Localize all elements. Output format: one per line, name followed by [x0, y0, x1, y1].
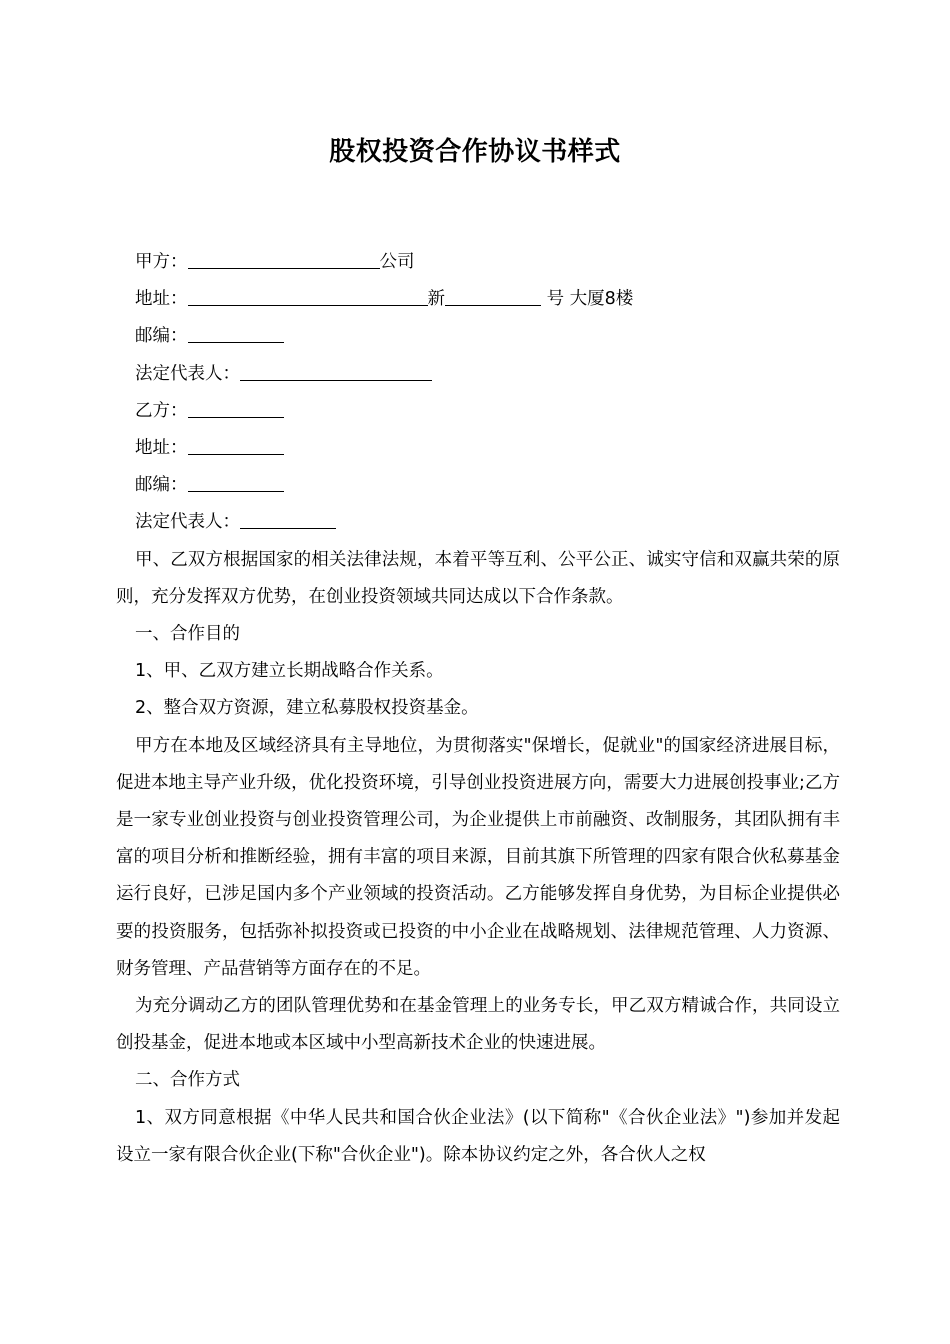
party-b-postcode-label: 邮编：	[135, 475, 188, 496]
party-a-address-mid: 新	[427, 289, 445, 310]
section-1-item-2: 2、整合双方资源，建立私募股权投资基金。	[135, 698, 479, 719]
party-b-rep-line	[116, 504, 840, 541]
party-a-postcode-label: 邮编：	[135, 326, 188, 347]
party-a-rep-line	[116, 356, 840, 393]
section-1-item-1: 1、甲、乙双方建立长期战略合作关系。	[135, 661, 444, 682]
document-title: 股权投资合作协议书样式	[329, 137, 621, 167]
party-b-address-line	[116, 430, 840, 467]
party-b-postcode-blank	[188, 471, 284, 492]
party-a-address-suffix: 号 大厦8楼	[541, 289, 634, 310]
party-a-address-line	[116, 281, 840, 318]
party-a-label: 甲方：	[135, 252, 188, 272]
party-a-address-label: 地址：	[135, 289, 188, 310]
party-a-suffix: 公司	[379, 252, 415, 272]
party-a-line	[116, 244, 840, 281]
party-a-address-blank	[188, 285, 428, 306]
party-b-line	[116, 393, 840, 430]
party-b-blank	[188, 397, 284, 418]
section-1-heading: 一、合作目的	[135, 624, 240, 645]
party-a-address-number-blank	[445, 285, 541, 306]
section-2-item-1: 1、双方同意根据《中华人民共和国合伙企业法》(以下简称"《合伙企业法》")参加并发起设立一家有限合伙企业(下称"合伙企业")。除本协议约定之外，各合伙人之权	[116, 1107, 840, 1165]
party-b-address-label: 地址：	[135, 438, 188, 459]
party-b-address-blank	[188, 434, 284, 455]
party-a-rep-label: 法定代表人：	[135, 363, 240, 384]
party-a-rep-blank	[240, 360, 432, 381]
document-body	[116, 244, 840, 1174]
party-b-rep-label: 法定代表人：	[135, 512, 240, 533]
section-1-paragraph-1: 甲方在本地及区域经济具有主导地位，为贯彻落实"保增长，促就业"的国家经济进展目标，促进本地主导产业升级，优化投资环境，引导创业投资进展方向，需要大力进展创投事业;乙方是一家专业创业投资与创业投资管理公司，为企业提供上市前融资、改制服务，其团队拥有丰富的项目分析和推断经验，拥有丰富的项目来源，目前其旗下所管理的四家有限合伙私募基金运行良好，已涉足国内多个产业领域的投资活动。乙方能够发挥自身优势，为目标企业提供必要的投资服务，包括弥补拟投资或已投资的中小企业在战略规划、法律规范管理、人力资源、财务管理、产品营销等方面存在的不足。	[116, 735, 840, 979]
section-2-heading: 二、合作方式	[135, 1070, 240, 1091]
party-a-postcode-line	[116, 318, 840, 355]
party-b-postcode-line	[116, 467, 840, 504]
section-1-paragraph-2: 为充分调动乙方的团队管理优势和在基金管理上的业务专长，甲乙双方精诚合作，共同设立创投基金，促进本地或本区域中小型高新技术企业的快速进展。	[116, 996, 840, 1054]
intro-paragraph: 甲、乙双方根据国家的相关法律法规，本着平等互利、公平公正、诚实守信和双赢共荣的原则，充分发挥双方优势，在创业投资领域共同达成以下合作条款。	[116, 549, 840, 607]
party-a-blank	[188, 248, 380, 269]
party-a-postcode-blank	[188, 322, 284, 343]
party-b-label: 乙方：	[135, 400, 188, 421]
party-b-rep-blank	[240, 508, 336, 529]
